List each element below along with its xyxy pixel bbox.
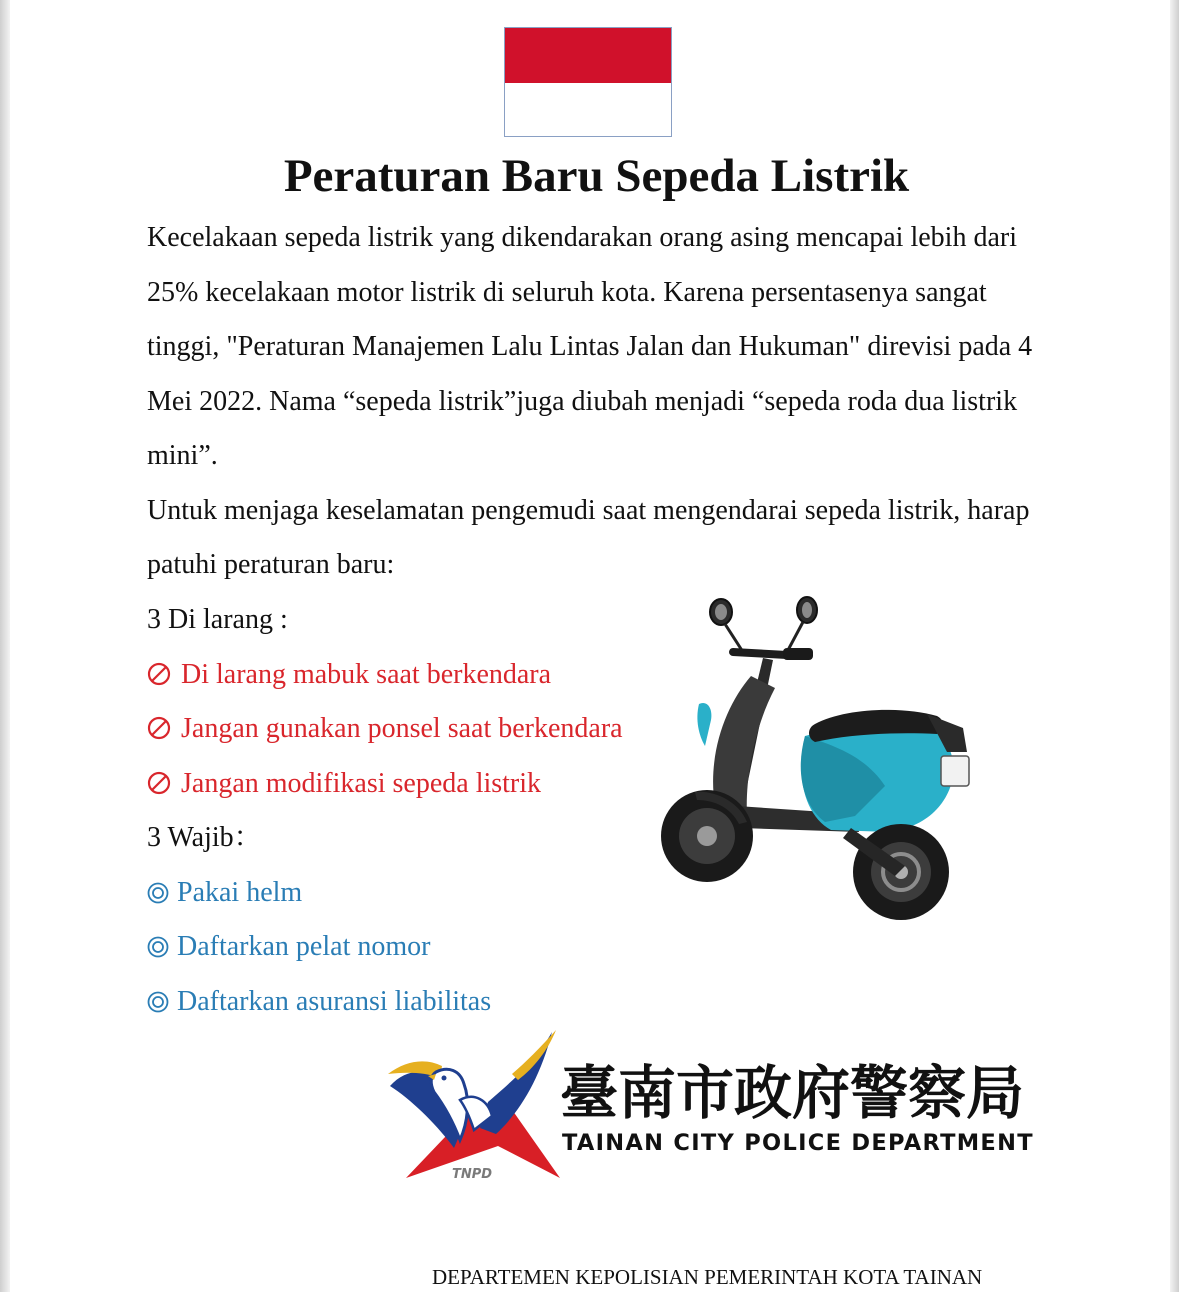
logo-chinese-name: 臺南市政府警察局: [560, 1059, 1025, 1127]
indonesia-flag: [504, 27, 672, 137]
footer-department: DEPARTEMEN KEPOLISIAN PEMERINTAH KOTA TAINAN: [432, 1265, 983, 1289]
emblem-text: TNPD: [452, 1167, 493, 1182]
prohibited-item-label: Jangan modifikasi sepeda listrik: [181, 767, 542, 799]
prohibited-item: [147, 757, 707, 812]
prohibited-heading: 3 Di larang :: [147, 604, 288, 635]
intro-paragraph-2: Untuk menjaga keselamatan pengemudi saat mengendarai sepeda listrik, harap patuhi peraturan baru:: [147, 494, 1030, 580]
intro-paragraph-1: Kecelakaan sepeda listrik yang dikendarakan orang asing mencapai lebih dari 25% kecelakaan motor listrik di seluruh kota. Karena persentasenya sangat tinggi, "Peraturan Manajemen Lalu Lintas Jalan dan Hukuman" direvisi pada 4 Mei 2022. Nama “sepeda listrik”juga diubah menjadi “sepeda roda dua listrik mini”.: [147, 222, 1033, 471]
double-circle-icon: [147, 936, 169, 958]
mandatory-heading: 3 Wajib：: [147, 822, 262, 853]
mandatory-item-label: Pakai helm: [177, 876, 303, 908]
license-plate: [941, 756, 969, 786]
double-circle-icon: [147, 882, 169, 904]
electric-scooter-image: [655, 596, 985, 926]
mandatory-item: [147, 975, 707, 1030]
prohibited-item-label: Di larang mabuk saat berkendara: [181, 658, 552, 690]
mandatory-item-label: Daftarkan asuransi liabilitas: [177, 985, 492, 1017]
rules-list: [147, 593, 707, 1029]
tnpd-emblem-icon: [388, 1030, 563, 1182]
police-logo: [388, 1030, 1048, 1190]
mandatory-item: [147, 866, 707, 921]
double-circle-icon: [147, 991, 169, 1013]
prohibition-icon: [147, 716, 171, 740]
flag-white-stripe: [505, 83, 671, 137]
prohibition-icon: [147, 662, 171, 686]
mandatory-item: [147, 920, 707, 975]
prohibited-item-label: Jangan gunakan ponsel saat berkendara: [181, 713, 623, 744]
prohibition-icon: [147, 771, 171, 795]
mandatory-item-label: Daftarkan pelat nomor: [177, 931, 431, 962]
flag-red-stripe: [505, 28, 671, 83]
logo-english-name: TAINAN CITY POLICE DEPARTMENT: [562, 1130, 1034, 1156]
intro-text: [147, 211, 1047, 593]
page-title: Peraturan Baru Sepeda Listrik: [283, 150, 910, 202]
prohibited-item: [147, 648, 707, 703]
prohibited-item: [147, 702, 707, 757]
